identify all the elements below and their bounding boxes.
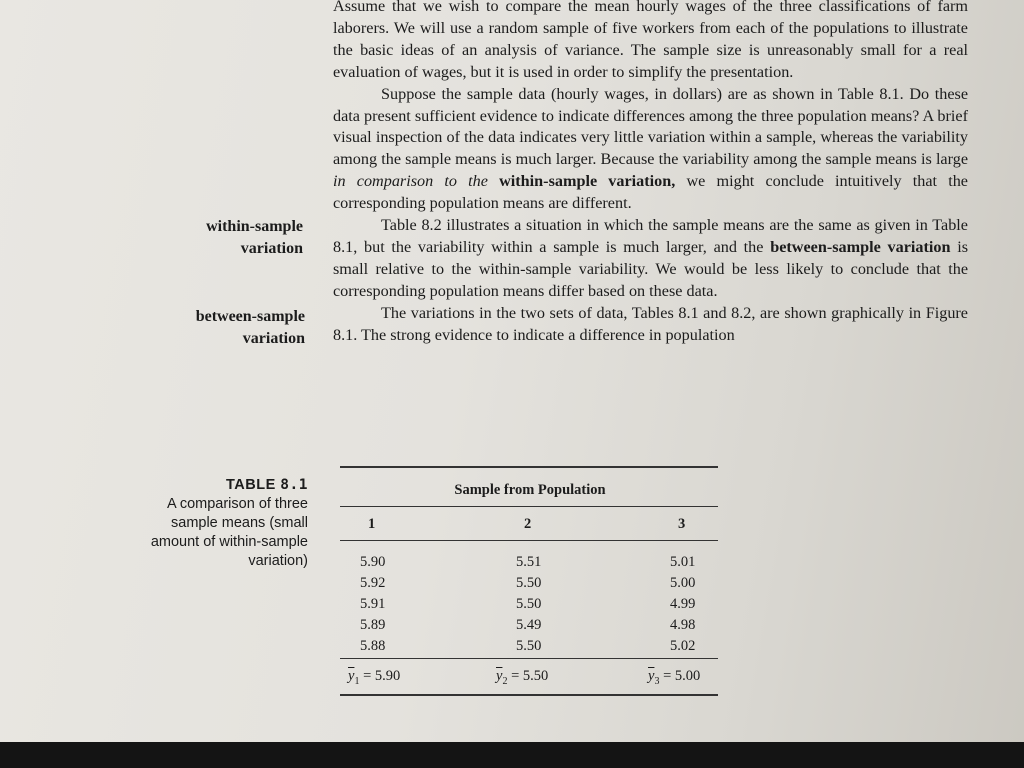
paragraph-3-text-b: is small relative to the within-sample variability. We would be less likely to conclude that the corresponding population means differ based on these data.: [333, 237, 968, 300]
paragraph-3-text-a: Table 8.2 illustrates a situation in which the sample means are the same as given in Table 8.1, but the variability within a sample is much larger, and the: [333, 216, 968, 256]
table-cell: 5.90: [360, 554, 386, 570]
column-header-3: 3: [678, 516, 686, 532]
table-header-rule: [340, 506, 718, 507]
mean-symbol: $\overline{y}$: [348, 668, 355, 684]
paragraph-2-text-a: Suppose the sample data (hourly wages, in dollars) are as shown in Table 8.1. Do these data present sufficient evidence to indicate differences among the three population means? A brief visual inspection of the data indicates very little variation within a sample, whereas the variability among the sample means is much larger. Because the variability among the sample means is large: [333, 84, 968, 169]
table-means-rule: [340, 658, 718, 659]
paragraph-3: [333, 215, 968, 303]
table-caption: A comparison of three sample means (small amount of within-sample variation): [150, 496, 308, 569]
table-caption-block: [130, 476, 308, 571]
sample-mean-1: [348, 668, 400, 687]
table-label: [130, 476, 308, 495]
mean-subscript: 3: [654, 675, 660, 687]
margin-note-between-sample: [145, 306, 305, 349]
table-label-word: TABLE: [226, 477, 276, 493]
table-cell: 5.02: [670, 638, 696, 654]
paragraph-2-text-b: we might conclude intuitively that the corresponding population means are different.: [333, 172, 968, 213]
mean-symbol: $\overline{y}$: [648, 668, 655, 684]
table-column-2: [516, 552, 541, 657]
mean-value: = 5.00: [663, 668, 701, 684]
dark-background-edge: [0, 742, 1024, 768]
table-cell: 5.91: [360, 596, 386, 612]
table-bottom-rule: [340, 694, 718, 696]
paragraph-2: [333, 84, 968, 215]
column-header-1: 1: [368, 516, 376, 532]
body-text: [333, 0, 968, 347]
table-cell: 5.89: [360, 617, 386, 633]
margin-note-between-line-1: between-sample: [195, 308, 305, 325]
table-label-number: 8.1: [280, 477, 308, 493]
paragraph-4: The variations in the two sets of data, Tables 8.1 and 8.2, are shown graphically in Figure 8.1. The strong evidence to indicate a difference in population: [333, 303, 968, 344]
table-cell: 5.01: [670, 554, 696, 570]
table-cell: 5.49: [516, 617, 542, 633]
table-cell: 4.99: [670, 596, 696, 612]
table-spanning-header: Sample from Population: [454, 482, 606, 498]
table-top-rule: [340, 466, 718, 468]
sample-mean-2: [496, 668, 548, 687]
table-cell: 5.51: [516, 554, 542, 570]
column-header-2: 2: [524, 516, 532, 532]
table-column-3: [670, 552, 695, 657]
paragraph-1: Assume that we wish to compare the mean hourly wages of the three classifications of farm laborers. We will use a random sample of five workers from each of the populations to illustrate the basic ideas of an analysis of variance. The sample size is unreasonably small for a real evaluation of wages, but it is used in order to simplify the presentation.: [333, 0, 968, 81]
margin-note-within-line-1: within-sample: [206, 218, 303, 235]
table-cell: 5.50: [516, 575, 542, 591]
paragraph-3-bold-term: between-sample variation: [770, 237, 951, 256]
table-cell: 5.50: [516, 638, 542, 654]
paragraph-2-bold-term: within-sample variation,: [499, 172, 676, 191]
table-column-1: [360, 552, 385, 657]
table-column-rule: [340, 540, 718, 541]
margin-note-within-sample: [143, 216, 303, 259]
mean-symbol: $\overline{y}$: [496, 668, 503, 684]
margin-note-within-line-2: variation: [240, 239, 303, 257]
table-cell: 5.00: [670, 575, 696, 591]
table-cell: 5.92: [360, 575, 386, 591]
table-cell: 5.50: [516, 596, 542, 612]
margin-note-between-line-2: variation: [242, 329, 305, 347]
table-cell: 5.88: [360, 638, 386, 654]
mean-subscript: 1: [354, 675, 360, 687]
mean-subscript: 2: [502, 675, 508, 687]
table-cell: 4.98: [670, 617, 696, 633]
data-table: [340, 466, 718, 696]
paragraph-2-italic: in comparison to the: [333, 172, 488, 191]
mean-value: = 5.50: [511, 668, 549, 684]
sample-mean-3: [648, 668, 700, 687]
mean-value: = 5.90: [363, 668, 401, 684]
